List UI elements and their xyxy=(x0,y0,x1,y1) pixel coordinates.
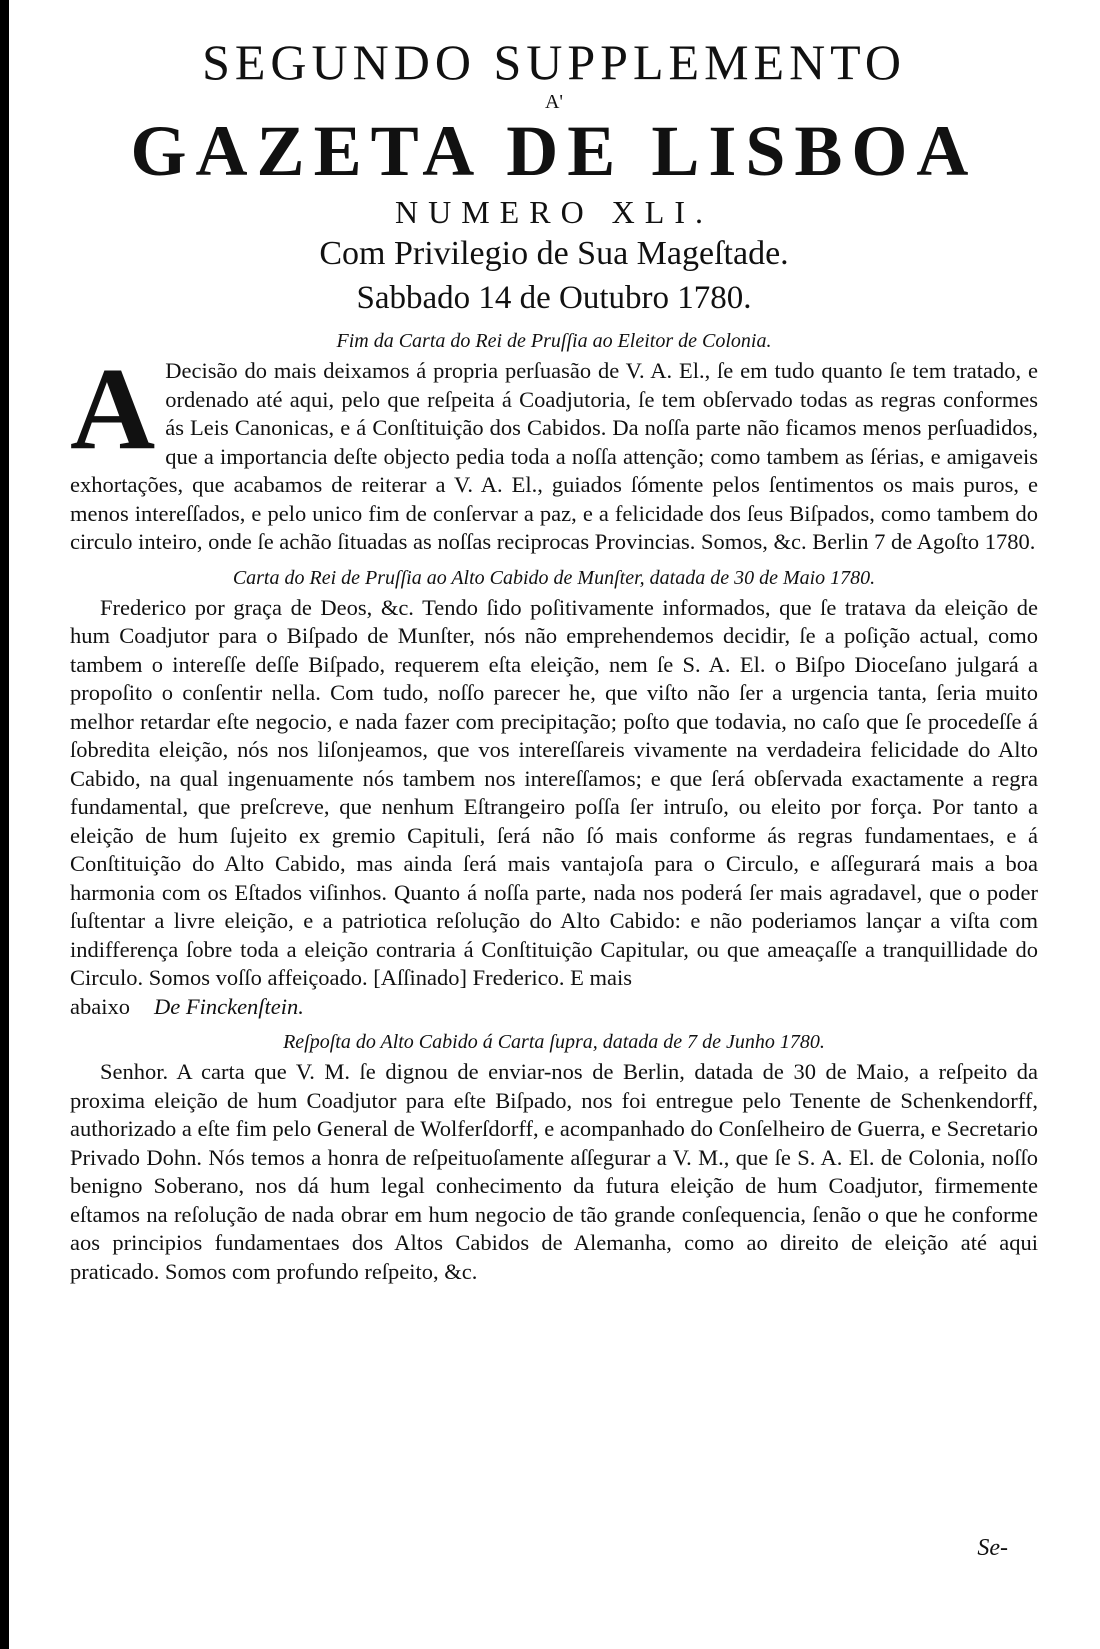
scan-border xyxy=(0,0,9,1649)
article-3-body: Senhor. A carta que V. M. ſe dignou de enviar-nos de Berlin, datada de 30 de Maio, a reſpeito da proxima eleição de hum Coadjutor para eſte Biſpado, nos foi entregue pelo Tenente de Schenkendorff, authorizado a eſte fim pelo General de Wolferſdorff, e acompanhado do Conſelheiro de Guerra, e Secretario Privado Dohn. Nós temos a honra de reſpeituoſamente aſſegurar a V. M., que ſe S. A. El. de Colonia, noſſo benigno Soberano, nos dá hum legal conhecimento da futura eleição de hum Coadjutor, firmemente eſtamos na reſolução de nada obrar em hum negocio de tão grande conſequencia, ſenão o que he conforme aos principios fundamentaes dos Altos Cabidos de Alemanha, como ao direito de eleição até aqui praticado. Somos com profundo reſpeito, &c. xyxy=(70,1059,1038,1284)
issue-number: NUMERO XLI. xyxy=(395,194,713,231)
masthead xyxy=(70,34,1038,320)
privilege-line: Com Privilegio de Sua Mageſtade. xyxy=(319,235,789,273)
drop-cap: A xyxy=(70,343,156,475)
catchword: Se- xyxy=(977,1535,1008,1561)
article-3-title: Reſpoſta do Alto Cabido á Carta ſupra, datada de 7 de Junho 1780. xyxy=(283,1031,825,1054)
article-2-signature xyxy=(70,993,1038,1022)
title-connector: A' xyxy=(544,90,564,113)
article-1-title: Fim da Carta do Rei de Pruſſia ao Eleitor de Colonia. xyxy=(336,330,772,353)
issue-date: Sabbado 14 de Outubro 1780. xyxy=(356,280,752,317)
article-1-text: Decisão do mais deixamos á propria perſuasão de V. A. El., ſe em tudo quanto ſe tem tratado, e ordenado até aqui, pelo que reſpeita á Coadjutoria, ſe tem obſervado todas as regras conformes ás Leis Canonicas, e á Conſtituição dos Cabidos. Da noſſa parte não ficamos menos perſuadidos, que a importancia deſte objecto pedia toda a noſſa attenção; como tambem as ſérias, e amigaveis exhortações, que acabamos de reiterar a V. A. El., guiados ſómente pelos ſentimentos os mais puros, e menos intereſſados, e pelo unico fim de conſervar a paz, e a felicidade dos ſeus Biſpados, como tambem do circulo inteiro, onde ſe achão ſituadas as noſſas reciprocas Provincias. Somos, &c. Berlin 7 de Agoſto 1780. xyxy=(70,358,1038,555)
supplement-title: SEGUNDO SUPPLEMENTO xyxy=(202,34,906,90)
article-3 xyxy=(70,1029,1038,1286)
signature-name: De Finckenſtein. xyxy=(153,993,304,1019)
article-2 xyxy=(70,565,1038,1022)
article-1 xyxy=(70,328,1038,557)
article-2-title: Carta do Rei de Pruſſia ao Alto Cabido de Munſter, datada de 30 de Maio 1780. xyxy=(232,566,876,589)
article-1-body xyxy=(70,343,1038,557)
article-2-body: Frederico por graça de Deos, &c. Tendo ſido poſitivamente informados, que ſe tratava da eleição de hum Coadjutor para o Biſpado de Munſter, nós não emprehendemos decidir, ſe a poſição actual, como tambem o intereſſe deſſe Biſpado, requerem eſta eleição, nem ſe S. A. El. o Biſpo Dioceſano julgará a propoſito o conſentir nella. Com tudo, noſſo parecer he, que viſto não ſer a urgencia tanta, ſeria muito melhor retardar eſte negocio, e nada fazer com precipitação; poſto que todavia, no caſo que ſe procedeſſe á ſobredita eleição, nós nos liſonjeamos, que vos intereſſareis vivamente na verdadeira felicidade do Alto Cabido, na qual ingenuamente nós tambem nos intereſſamos; e que ſerá obſervada exactamente a regra fundamental, que preſcreve, que nenhum Eſtrangeiro poſſa ſer intruſo, ou eleito por força. Por tanto a eleição de hum ſujeito ex gremio Capituli, ſerá não ſó mais conforme ás regras fundamentaes, e á Conſtituição do Alto Cabido, mas ainda ſerá mais vantajoſa para o Circulo, e aſſegurará mais a boa harmonia com os Eſtados viſinhos. Quanto á noſſa parte, nada nos poderá ſer mais agradavel, que o poder ſuſtentar a livre eleição, e a patriotica reſolução do Alto Cabido: e não poderiamos lançar a viſta com indifferença ſobre toda a eleição contraria á Conſtituição Capitular, ou que ameaçaſſe a tranquillidade do Circulo. Somos voſſo affeiçoado. [Aſſinado] Frederico. E mais xyxy=(70,594,1038,991)
gazette-title: GAZETA DE LISBOA xyxy=(130,110,978,191)
signature-prefix: abaixo xyxy=(70,993,130,1019)
